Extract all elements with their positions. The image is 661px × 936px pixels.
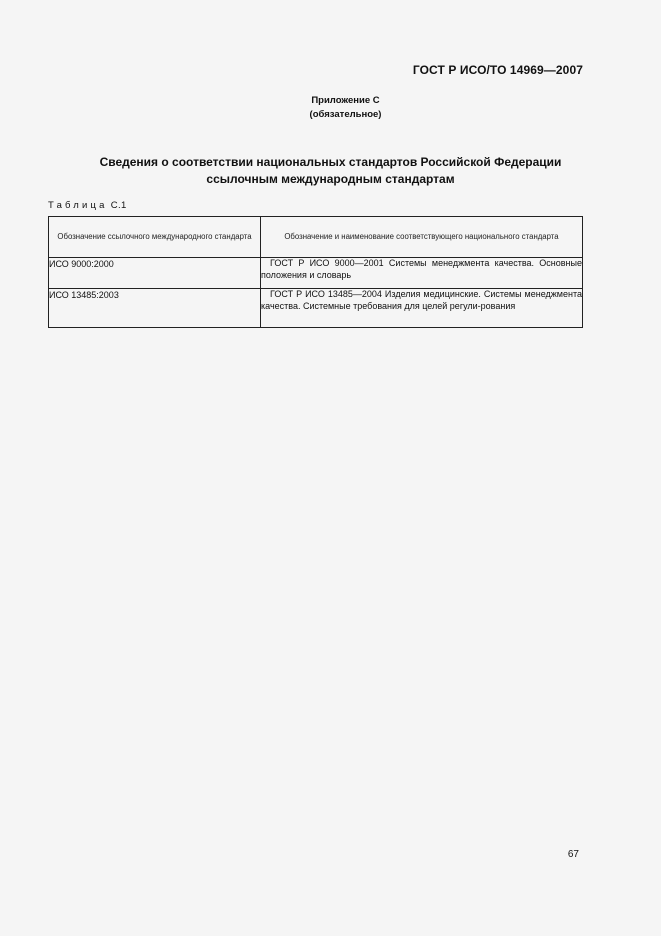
annex-heading xyxy=(0,94,661,122)
table-header-row xyxy=(49,217,583,258)
document-title-line-1: Сведения о соответствии национальных стандартов Российской Федерации xyxy=(99,155,562,169)
document-title-line-2: ссылочным международным стандартам xyxy=(206,172,455,186)
cell-international-code: ИСО 13485:2003 xyxy=(49,289,261,328)
annex-title: Приложение С xyxy=(311,95,380,106)
header-international-standard: Обозначение ссылочного международного стандарта xyxy=(49,217,261,258)
cell-national-description: ГОСТ Р ИСО 13485—2004 Изделия медицинские. Системы менеджмента качества. Системные требования для целей регули-рования xyxy=(261,289,583,328)
table-caption xyxy=(48,200,127,211)
table-row xyxy=(49,258,583,289)
document-title xyxy=(60,154,601,188)
cell-international-code: ИСО 9000:2000 xyxy=(49,258,261,289)
table-caption-word: Таблица xyxy=(48,200,108,211)
table-row xyxy=(49,289,583,328)
standard-code-header: ГОСТ Р ИСО/ТО 14969—2007 xyxy=(412,63,583,77)
annex-status: (обязательное) xyxy=(309,109,382,120)
page-number: 67 xyxy=(567,849,579,860)
cell-national-description: ГОСТ Р ИСО 9000—2001 Системы менеджмента качества. Основные положения и словарь xyxy=(261,258,583,289)
table-caption-number: С.1 xyxy=(110,200,127,211)
correspondence-table xyxy=(48,216,583,328)
header-national-standard: Обозначение и наименование соответствующего национального стандарта xyxy=(261,217,583,258)
